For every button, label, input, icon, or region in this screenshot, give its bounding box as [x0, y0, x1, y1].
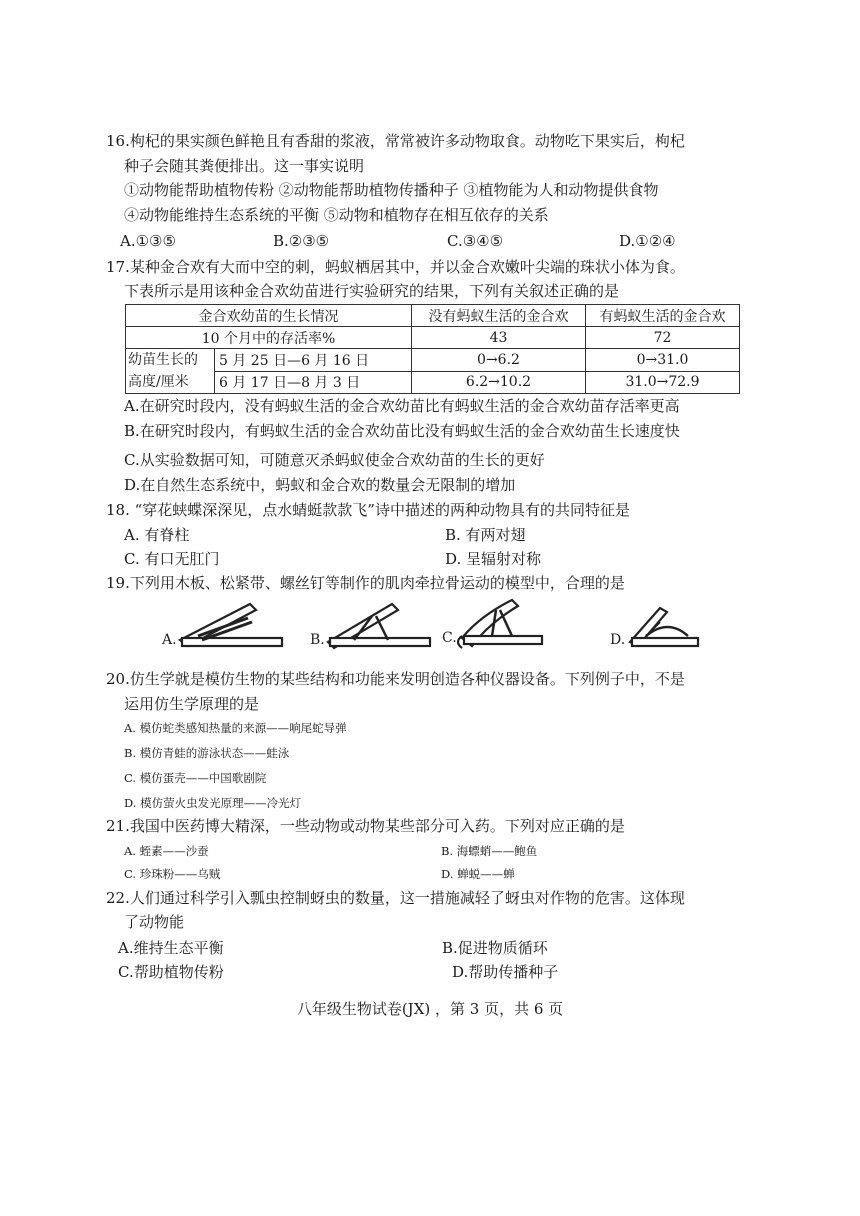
- table-row: [126, 349, 740, 372]
- growth-label-line2: 高度/厘米: [128, 374, 189, 390]
- model-c-label: C.: [442, 630, 457, 646]
- q21-choice-b: B. 海螵蛸——鲍鱼: [441, 844, 538, 858]
- q22-stem-line2: 了动物能: [124, 913, 185, 931]
- model-b-label: B.: [310, 632, 325, 648]
- growth-label-line1: 幼苗生长的: [128, 352, 198, 368]
- q20-choice-b: B. 模仿青蛙的游泳状态——蛙泳: [124, 746, 290, 760]
- q17-data-table: [125, 304, 740, 394]
- q16-options-line2: ④动物能维持生态系统的平衡 ⑤动物和植物存在相互依存的关系: [124, 206, 549, 224]
- q18-choice-d: D. 呈辐射对称: [445, 550, 542, 568]
- q20-choice-d: D. 模仿萤火虫发光原理——冷光灯: [124, 796, 302, 810]
- q22-choice-b: B.促进物质循环: [442, 939, 548, 957]
- q20-choice-a: A. 模仿蛇类感知热量的来源——响尾蛇导弹: [124, 721, 347, 735]
- model-d-figure: [610, 608, 698, 648]
- q16-stem-line2: 种子会随其粪便排出。这一事实说明: [124, 157, 365, 175]
- q16-stem-line1: 16.枸杞的果实颜色鲜艳且有香甜的浆液，常常被许多动物取食。动物吃下果实后，枸杞: [106, 132, 685, 150]
- q20-choice-c: C. 模仿蛋壳——中国歌剧院: [124, 771, 267, 785]
- q20-stem-line1: 20.仿生学就是模仿生物的某些结构和功能来发明创造各种仪器设备。下列例子中，不是: [106, 670, 685, 688]
- table-cell: 0→6.2: [412, 349, 586, 372]
- page-footer: 八年级生物试卷(JX) ，第 3 页，共 6 页: [296, 1000, 564, 1018]
- q17-stem-line2: 下表所示是用该种金合欢幼苗进行实验研究的结果，下列有关叙述正确的是: [124, 282, 620, 300]
- q17-stem-line1: 17.某种金合欢有大而中空的刺，蚂蚁栖居其中，并以金合欢嫩叶尖端的珠状小体为食。: [106, 258, 685, 276]
- model-d-label: D.: [610, 632, 626, 648]
- table-header-row: [126, 305, 740, 327]
- q20-stem-line2: 运用仿生学原理的是: [124, 695, 260, 713]
- q22-choice-d: D.帮助传播种子: [452, 963, 559, 981]
- table-cell: 5 月 25 日—6 月 16 日: [215, 349, 412, 372]
- q18-choice-c: C. 有口无肛门: [124, 550, 220, 568]
- q18-choice-b: B. 有两对翅: [445, 526, 526, 544]
- model-a-figure: [161, 604, 282, 648]
- q21-choice-c: C. 珍珠粉——乌贼: [124, 867, 221, 881]
- q16-choice-a: A.①③⑤: [120, 232, 176, 250]
- table-cell: 72: [586, 327, 740, 349]
- q18-stem: 18. “穿花蛱蝶深深见，点水蜻蜓款款飞”诗中描述的两种动物具有的共同特征是: [106, 501, 630, 519]
- table-cell: 10 个月中的存活率%: [126, 327, 412, 349]
- q16-choice-b: B.②③⑤: [273, 232, 330, 250]
- q18-choice-a: A. 有脊柱: [124, 526, 190, 544]
- q19-muscle-bone-models-figure: [140, 596, 720, 656]
- q21-stem: 21.我国中医药博大精深，一些动物或动物某些部分可入药。下列对应正确的是: [106, 817, 625, 835]
- q16-choice-c: C.③④⑤: [447, 232, 504, 250]
- table-header-cell: 金合欢幼苗的生长情况: [126, 305, 412, 327]
- q22-choice-c: C.帮助植物传粉: [118, 963, 224, 981]
- q22-choice-a: A.维持生态平衡: [118, 939, 224, 957]
- table-row: [126, 371, 740, 394]
- table-row-label: [126, 349, 215, 394]
- table-cell: 31.0→72.9: [586, 371, 740, 394]
- q16-choice-d: D.①②④: [619, 232, 676, 250]
- table-header-cell: 有蚂蚁生活的金合欢: [586, 305, 740, 327]
- table-cell: 6.2→10.2: [412, 371, 586, 394]
- q21-choice-d: D. 蝉蜕——蝉: [441, 867, 515, 881]
- model-c-figure: [442, 600, 542, 648]
- model-a-label: A.: [162, 632, 177, 648]
- q17-choice-c: C.从实验数据可知，可随意灭杀蚂蚁使金合欢幼苗的生长的更好: [124, 451, 545, 469]
- table-cell: 0→31.0: [586, 349, 740, 372]
- q17-choice-d: D.在自然生态系统中，蚂蚁和金合欢的数量会无限制的增加: [124, 476, 516, 494]
- q21-choice-a: A. 蛭素——沙蚕: [124, 844, 209, 858]
- q17-choice-a: A.在研究时段内，没有蚂蚁生活的金合欢幼苗比有蚂蚁生活的金合欢幼苗存活率更高: [124, 397, 680, 415]
- table-row: [126, 327, 740, 349]
- table-cell: 6 月 17 日—8 月 3 日: [215, 371, 412, 394]
- q16-options-line1: ①动物能帮助植物传粉 ②动物能帮助植物传播种子 ③植物能为人和动物提供食物: [124, 181, 659, 199]
- model-b-figure: [310, 604, 430, 648]
- q22-stem-line1: 22.人们通过科学引入瓢虫控制蚜虫的数量，这一措施减轻了蚜虫对作物的危害。这体现: [106, 889, 685, 907]
- q17-choice-b: B.在研究时段内，有蚂蚁生活的金合欢幼苗比没有蚂蚁生活的金合欢幼苗生长速度快: [124, 422, 680, 440]
- q19-stem: 19.下列用木板、松紧带、螺丝钉等制作的肌肉牵拉骨运动的模型中，合理的是: [106, 574, 625, 592]
- table-header-cell: 没有蚂蚁生活的金合欢: [412, 305, 586, 327]
- table-cell: 43: [412, 327, 586, 349]
